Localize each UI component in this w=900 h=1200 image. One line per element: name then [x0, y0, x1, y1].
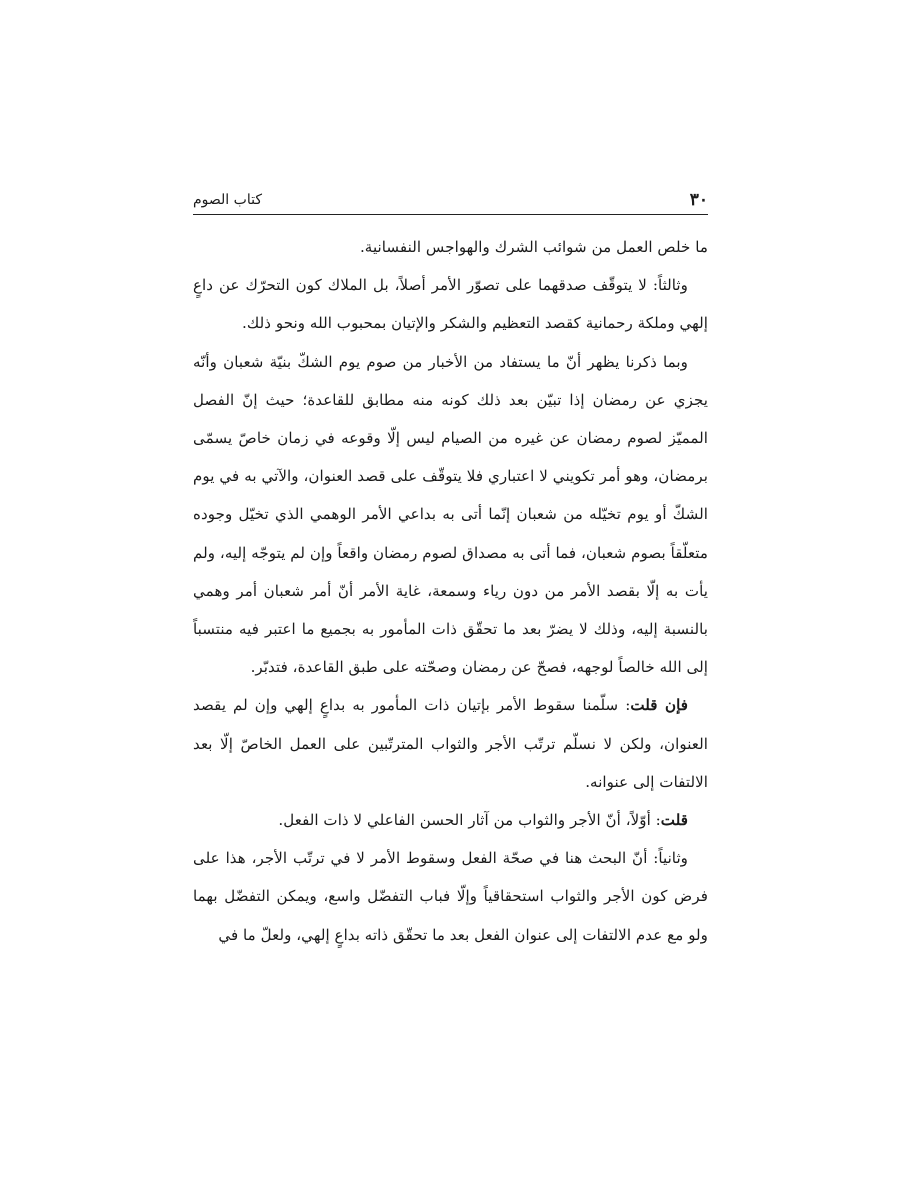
paragraph — [193, 839, 708, 954]
paragraph-text: : أوّلاً، أنّ الأجر والثواب من آثار الحسن الفاعلي لا ذات الفعل. — [278, 811, 661, 830]
paragraph — [193, 686, 708, 801]
paragraph-lead: قلت — [660, 811, 688, 830]
book-title: كتاب الصوم — [193, 192, 262, 208]
paragraph-text: وثالثاً: لا يتوقّف صدقهما على تصوّر الأمر أصلاً، بل الملاك كون التحرّك عن داعٍ إلهي وملكة رحمانية كقصد التعظيم والشكر والإتيان بمحبوب الله ونحو ذلك. — [193, 276, 708, 333]
body-text — [193, 228, 708, 954]
page-number: ٣٠ — [689, 190, 708, 210]
paragraph-text: وبما ذكرنا يظهر أنّ ما يستفاد من الأخبار من صوم يوم الشكّ بنيّة شعبان وأنّه يجزي عن رمضان إذا تبيّن بعد ذلك كونه منه مطابق للقاعدة؛ حيث إنّ الفصل المميّز لصوم رمضان عن غيره من الصيام ليس إلّا وقوعه في زمان خاصّ يسمّى برمضان، وهو أمر تكويني لا اعتباري فلا يتوقّف على قصد العنوان، والآتي به في يوم الشكّ أو يوم تخيّله من شعبان إنّما أتى به بداعي الأمر الوهمي الذي تخيّل وجوده متعلّقاً بصوم شعبان، فما أتى به مصداق لصوم رمضان واقعاً وإن لم يتوجّه إليه، ولم يأت به إلّا بقصد الأمر من دون رياء وسمعة، غاية الأمر أنّ أمر شعبان أمر وهمي بالنسبة إليه، وذلك لا يضرّ بعد ما تحقّق ذات المأمور به بجميع ما اعتبر فيه منتسباً إلى الله خالصاً لوجهه، فصحّ عن رمضان وصحّته على طبق القاعدة، فتدبّر. — [193, 352, 708, 677]
paragraph — [193, 228, 708, 266]
paragraph — [193, 266, 708, 342]
running-header — [193, 186, 708, 210]
paragraph-text: : سلّمنا سقوط الأمر بإتيان ذات المأمور به بداعٍ إلهي وإن لم يقصد العنوان، ولكن لا نسلّم ترتّب الأجر والثواب المترتّبين على العمل الخاصّ إلّا بعد الالتفات إلى عنوانه. — [193, 696, 708, 791]
paragraph — [193, 801, 708, 839]
header-rule — [193, 214, 708, 215]
paragraph-lead: فإن قلت — [630, 696, 688, 715]
paragraph-text: وثانياً: أنّ البحث هنا في صحّة الفعل وسقوط الأمر لا في ترتّب الأجر، هذا على فرض كون الأجر والثواب استحقاقياً وإلّا فباب التفضّل واسع، ويمكن التفضّل بهما ولو مع عدم الالتفات إلى عنوان الفعل بعد ما تحقّق ذاته بداعٍ إلهي، ولعلّ ما في — [193, 849, 708, 944]
paragraph-text: ما خلص العمل من شوائب الشرك والهواجس النفسانية. — [359, 238, 708, 256]
paragraph — [193, 343, 708, 687]
